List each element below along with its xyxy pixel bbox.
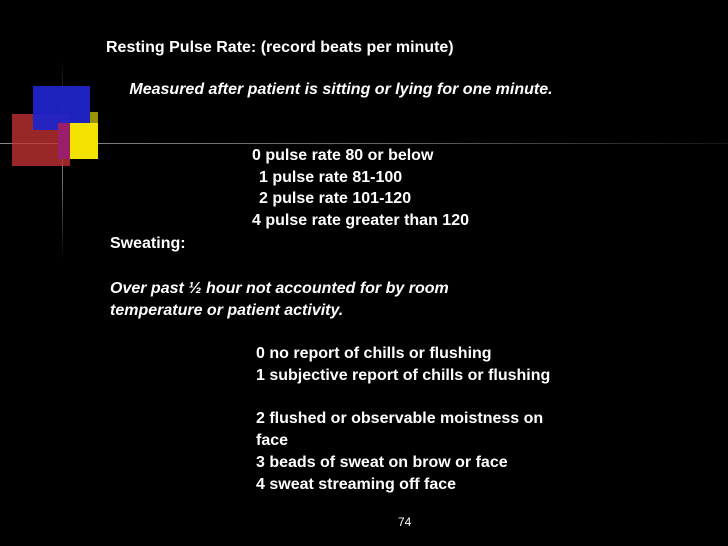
pulse-item-4: 4 pulse rate greater than 120 (252, 212, 469, 229)
sweating-item-0: 0 no report of chills or flushing (256, 345, 492, 362)
slide-title: Resting Pulse Rate: (record beats per minute) (106, 39, 454, 56)
decorative-horizontal-line (0, 143, 728, 144)
pulse-item-1: 1 pulse rate 81-100 (259, 169, 403, 186)
sweating-item-1: 1 subjective report of chills or flushing (256, 367, 551, 384)
decorative-yellow-edge (90, 112, 98, 123)
measured-note: Measured after patient is sitting or lying for one minute. (129, 81, 553, 98)
sweating-description: Over past ½ hour not accounted for by room temperature or patient activity. (110, 280, 449, 319)
pulse-item-0: 0 pulse rate 80 or below (252, 147, 434, 164)
page-number: 74 (398, 515, 412, 529)
decorative-overlap-square (58, 123, 70, 159)
sweating-item-4: 4 sweat streaming off face (256, 476, 457, 493)
sweating-item-2: 2 flushed or observable moistness on face (256, 410, 544, 449)
sweating-item-3: 3 beads of sweat on brow or face (256, 454, 508, 471)
pulse-item-2: 2 pulse rate 101-120 (259, 190, 412, 207)
sweating-heading: Sweating: (110, 235, 186, 252)
